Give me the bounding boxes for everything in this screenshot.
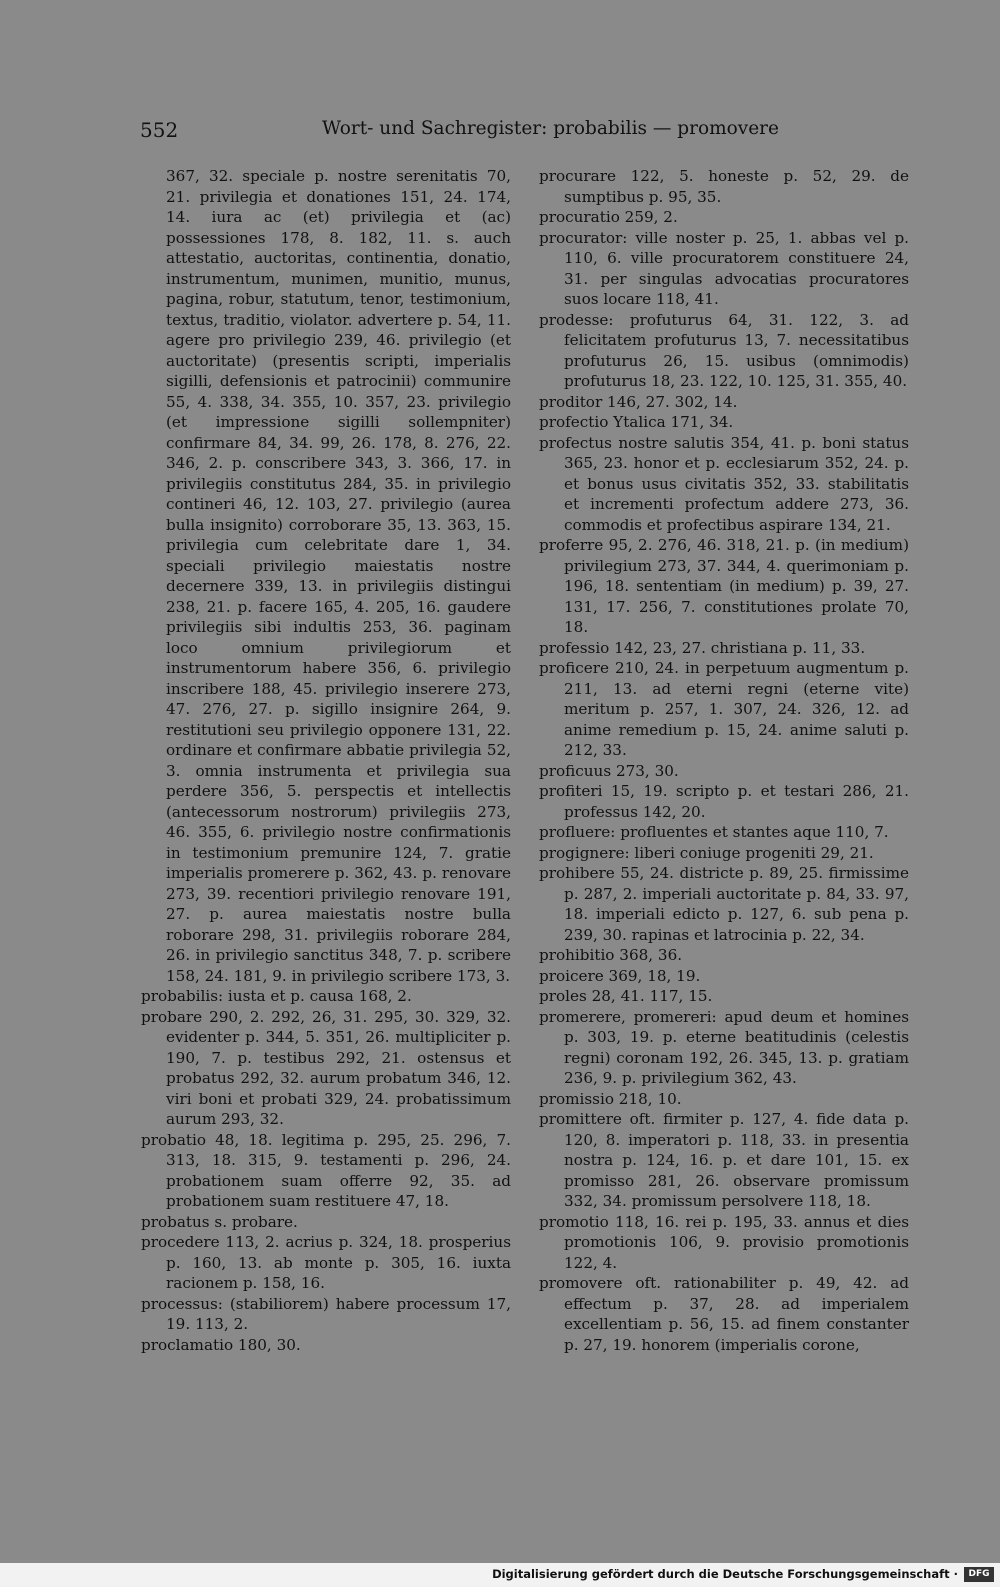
footer-credit: Digitalisierung gefördert durch die Deutsche Forschungsgemeinschaft · bbox=[492, 1567, 958, 1581]
digitization-footer bbox=[0, 1563, 1000, 1587]
index-entry: procuratio 259, 2. bbox=[539, 208, 678, 226]
index-entry: prodesse: profuturus 64, 31. 122, 3. ad felicitatem profuturus 13, 7. necessitatibus profuturus 26, 15. usibus (omnimodis) profuturus 18, 23. 122, 10. 125, 31. 355, 40. bbox=[539, 310, 909, 390]
dfg-logo-icon: DFG bbox=[964, 1567, 994, 1582]
index-entry: profectio Ytalica 171, 34. bbox=[539, 413, 734, 431]
index-entry-continuation: 367, 32. speciale p. nostre serenitatis 70, 21. privilegia et donationes 151, 24. 174, 14. iura ac (et) privilegia et (ac) possessiones 178, 8. 182, 11. s. auch attestatio, auctoritas, continentia, donatio, instrumentum, munimen, munitio, munus, pagina, robur, statutum, tenor, testimonium, textus, traditio, violator. advertere p. 54, 11. agere pro privilegio 239, 46. privilegio (et auctoritate) (presentis scripti, imperialis sigilli, defensionis et patrocinii) communire 55, 4. 338, 34. 355, 10. 357, 23. privilegio (et impressione sigilli sollempniter) confirmare 84, 34. 99, 26. 178, 8. 276, 22. 346, 2. p. conscribere 343, 3. 366, 17. in privilegiis constitutus 284, 35. in privilegio contineri 46, 12. 103, 27. privilegio (aurea bulla insignito) corroborare 35, 13. 363, 15. privilegia cum celebritate dare 1, 34. speciali privilegio maiestatis nostre decernere 339, 13. in privilegiis distingui 238, 21. p. facere 165, 4. 205, 16. gaudere privilegiis sibi indultis 253, 36. paginam loco omnium privilegiorum et instrumentorum habere 356, 6. privilegio inscribere 188, 45. privilegio inserere 273, 47. 276, 27. p. sigillo insignire 264, 9. restitutioni seu privilegio opponere 131, 22. ordinare et confirmare abbatie privilegia 52, 3. omnia instrumenta et privilegia sua perdere 356, 5. perspectis et intellectis (antecessorum nostrorum) privilegiis 273, 46. 355, 6. privilegio nostre confirmationis in testimonium premunire 124, 7. gratie imperialis promerere p. 362, 43. p. renovare 273, 39. recentiori privilegio renovare 191, 27. p. aurea maiestatis nostre bulla roborare 298, 31. privilegiis roborare 284, 26. in privilegio sanctitus 348, 7. p. scribere 158, 24. 181, 9. in privilegio scribere 173, 3. bbox=[166, 167, 511, 985]
index-entry: profectus nostre salutis 354, 41. p. boni status 365, 23. honor et p. ecclesiarum 352, 24. p. et bonus usus civitatis 352, 33. stabilitatis et incrementi profectum addere 273, 36. commodis et profectibus aspirare 134, 21. bbox=[539, 433, 909, 534]
index-entry: prohibere 55, 24. districte p. 89, 25. firmissime p. 287, 2. imperiali auctoritate p. 84, 33. 97, 18. imperiali edicto p. 127, 6. sub pena p. 239, 30. rapinas et latrocinia p. 22, 34. bbox=[539, 864, 909, 944]
index-entry: proicere 369, 18, 19. bbox=[539, 966, 701, 985]
index-entry: proferre 95, 2. 276, 46. 318, 21. p. (in medium) privilegium 273, 37. 344, 4. querimoniam p. 196, 18. sententiam (in medium) p. 39, 27. 131, 17. 256, 7. constitutiones prolate 70, 18. bbox=[539, 536, 909, 636]
index-entry: probatus s. probare. bbox=[141, 1212, 298, 1231]
index-entry: profiteri 15, 19. scripto p. et testari 286, 21. professus 142, 20. bbox=[539, 782, 909, 821]
index-entry: promovere oft. rationabiliter p. 49, 42. ad effectum p. 37, 28. ad imperialem excellentiam p. 56, 15. ad finem constanter p. 27, 19. honorem (imperialis corone, bbox=[539, 1274, 909, 1354]
index-entry: proficere 210, 24. in perpetuum augmentum p. 211, 13. ad eterni regni (eterne vite) meritum p. 257, 1. 307, 24. 326, 12. ad anime remedium p. 15, 24. anime saluti p. 212, 33. bbox=[539, 659, 909, 759]
left-column bbox=[141, 166, 511, 1355]
right-column bbox=[539, 166, 909, 1355]
index-entry: promerere, promereri: apud deum et homines p. 303, 19. p. eterne beatitudinis (celestis regni) coronam 192, 26. 345, 13. p. gratiam 236, 9. p. privilegium 362, 43. bbox=[539, 1007, 909, 1087]
index-entry: procurator: ville noster p. 25, 1. abbas vel p. 110, 6. ville procuratorem constituere 24, 31. per singulas advocatias procuratores suos locare 118, 41. bbox=[539, 228, 909, 308]
page-header bbox=[140, 118, 779, 148]
index-entry: progignere: liberi coniuge progeniti 29, 21. bbox=[539, 843, 874, 862]
index-entry: profluere: profluentes et stantes aque 110, 7. bbox=[539, 823, 889, 841]
index-entry: promittere oft. firmiter p. 127, 4. fide data p. 120, 8. imperatori p. 118, 33. in presentia nostra p. 124, 16. p. et dare 101, 15. ex promisso 281, 26. observare promissum 332, 34. promissum persolvere 118, 18. bbox=[539, 1110, 909, 1210]
index-entry: promissio 218, 10. bbox=[539, 1089, 682, 1108]
index-entry: processus: (stabiliorem) habere processum 17, 19. 113, 2. bbox=[141, 1294, 511, 1333]
index-entry: proclamatio 180, 30. bbox=[141, 1335, 301, 1354]
index-entry: probatio 48, 18. legitima p. 295, 25. 296, 7. 313, 18. 315, 9. testamenti p. 296, 24. probationem suam offerre 92, 35. ad probationem suam restituere 47, 18. bbox=[141, 1130, 511, 1210]
index-entry: probabilis: iusta et p. causa 168, 2. bbox=[141, 987, 412, 1005]
index-entry: procurare 122, 5. honeste p. 52, 29. de sumptibus p. 95, 35. bbox=[539, 167, 909, 206]
index-entry: prohibitio 368, 36. bbox=[539, 946, 683, 964]
index-entry: probare 290, 2. 292, 26, 31. 295, 30. 329, 32. evidenter p. 344, 5. 351, 26. multipliciter p. 190, 7. p. testibus 292, 21. ostensus et probatus 292, 32. aurum probatum 346, 12. viri boni et probati 329, 24. probatissimum aurum 293, 32. bbox=[141, 1007, 511, 1128]
page-number: 552 bbox=[140, 118, 179, 142]
index-entry: proles 28, 41. 117, 15. bbox=[539, 987, 713, 1005]
index-entry: promotio 118, 16. rei p. 195, 33. annus et dies promotionis 106, 9. provisio promotionis 122, 4. bbox=[539, 1212, 909, 1272]
index-entry: proditor 146, 27. 302, 14. bbox=[539, 392, 738, 411]
index-entry: procedere 113, 2. acrius p. 324, 18. prosperius p. 160, 13. ab monte p. 305, 16. iuxta racionem p. 158, 16. bbox=[141, 1233, 511, 1292]
index-entry: professio 142, 23, 27. christiana p. 11, 33. bbox=[539, 638, 866, 657]
running-head: Wort- und Sachregister: probabilis — promovere bbox=[322, 118, 779, 139]
index-entry: proficuus 273, 30. bbox=[539, 761, 679, 780]
